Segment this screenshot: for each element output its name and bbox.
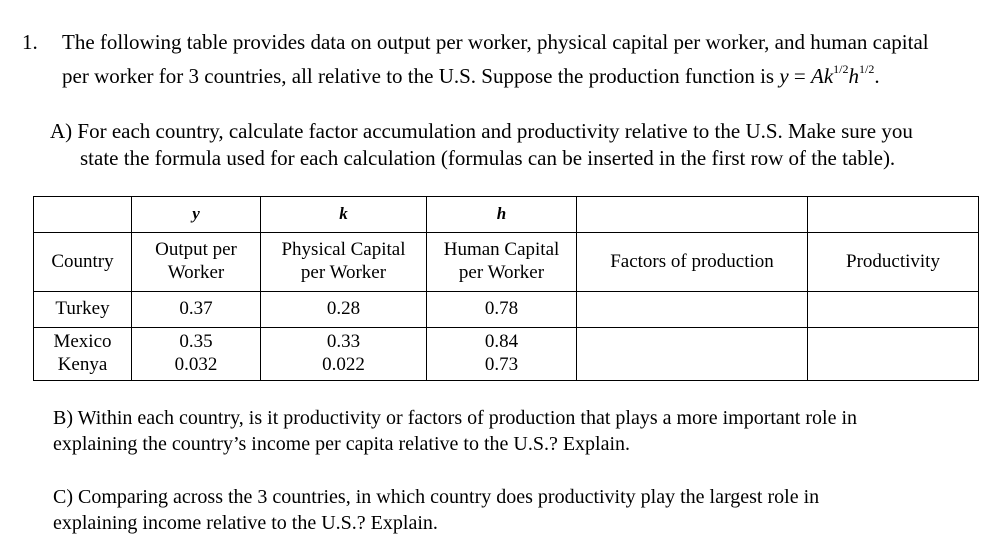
formula-cell-productivity[interactable]: [808, 197, 979, 233]
k-mexico: 0.33: [326, 331, 361, 353]
part-b-line-2: explaining the country’s income per capita relative to the U.S.? Explain.: [53, 433, 631, 455]
header-output-line-1: Output per: [155, 239, 237, 261]
formula-k: k: [823, 64, 834, 88]
variable-cell-k: k: [261, 197, 427, 233]
formula-y: y: [779, 64, 789, 88]
variable-cell-y: y: [132, 197, 261, 233]
header-human-line-2: per Worker: [458, 262, 545, 283]
table-row: [34, 292, 979, 328]
question-line-2: [62, 64, 880, 89]
cell-country: [34, 328, 132, 381]
h-mexico: 0.84: [484, 331, 519, 353]
part-c-line-1: C) Comparing across the 3 countries, in which country does productivity play the largest role in: [53, 486, 820, 508]
question-line-2-text: per worker for 3 countries, all relative to the U.S. Suppose the production function is: [62, 64, 780, 88]
y-kenya: 0.032: [174, 354, 218, 375]
part-b-line-1: B) Within each country, is it productivity or factors of production that plays a more important role in: [53, 407, 858, 429]
formula-h-exponent: 1/2: [859, 62, 875, 76]
variable-row: [34, 197, 979, 233]
header-physical-line-1: Physical Capital: [281, 239, 406, 261]
cell-k: 0.28: [261, 292, 427, 328]
formula-cell-factors[interactable]: [577, 197, 808, 233]
h-kenya: 0.73: [484, 354, 519, 375]
country-kenya: Kenya: [57, 354, 108, 375]
table-row: [34, 328, 979, 381]
header-human-capital: [427, 233, 577, 292]
y-mexico: 0.35: [179, 331, 213, 353]
cell-country: Turkey: [34, 292, 132, 328]
header-output: [132, 233, 261, 292]
formula-k-exponent: 1/2: [833, 62, 849, 76]
header-country: Country: [34, 233, 132, 292]
variable-cell-empty: [34, 197, 132, 233]
part-c-line-2: explaining income relative to the U.S.? Explain.: [53, 512, 438, 534]
cell-y: [132, 328, 261, 381]
cell-h: 0.78: [427, 292, 577, 328]
header-human-line-1: Human Capital: [443, 239, 560, 261]
header-factors: Factors of production: [577, 233, 808, 292]
header-row: [34, 233, 979, 292]
variable-cell-h: h: [427, 197, 577, 233]
formula-equals: =: [788, 64, 812, 88]
cell-y: 0.37: [132, 292, 261, 328]
cell-k: [261, 328, 427, 381]
production-function: [779, 64, 879, 88]
cell-factors-input[interactable]: [577, 328, 808, 381]
part-a-line-2: state the formula used for each calculation (formulas can be inserted in the first row of the table).: [80, 146, 896, 170]
header-physical-line-2: per Worker: [300, 262, 387, 283]
part-a-line-1: A) For each country, calculate factor accumulation and productivity relative to the U.S. Make sure you: [50, 119, 913, 143]
country-mexico: Mexico: [53, 331, 112, 353]
cell-productivity-input[interactable]: [808, 328, 979, 381]
formula-A: A: [811, 64, 824, 88]
header-productivity: Productivity: [808, 233, 979, 292]
formula-period: .: [874, 64, 880, 88]
formula-h: h: [848, 64, 860, 88]
question-line-1: The following table provides data on output per worker, physical capital per worker, and human capital: [62, 30, 929, 54]
header-output-line-2: Worker: [167, 262, 225, 283]
question-number: 1.: [22, 30, 38, 54]
cell-h: [427, 328, 577, 381]
cell-factors-input[interactable]: [577, 292, 808, 328]
cell-productivity-input[interactable]: [808, 292, 979, 328]
data-table: [33, 196, 979, 381]
k-kenya: 0.022: [322, 354, 365, 375]
header-physical-capital: [261, 233, 427, 292]
